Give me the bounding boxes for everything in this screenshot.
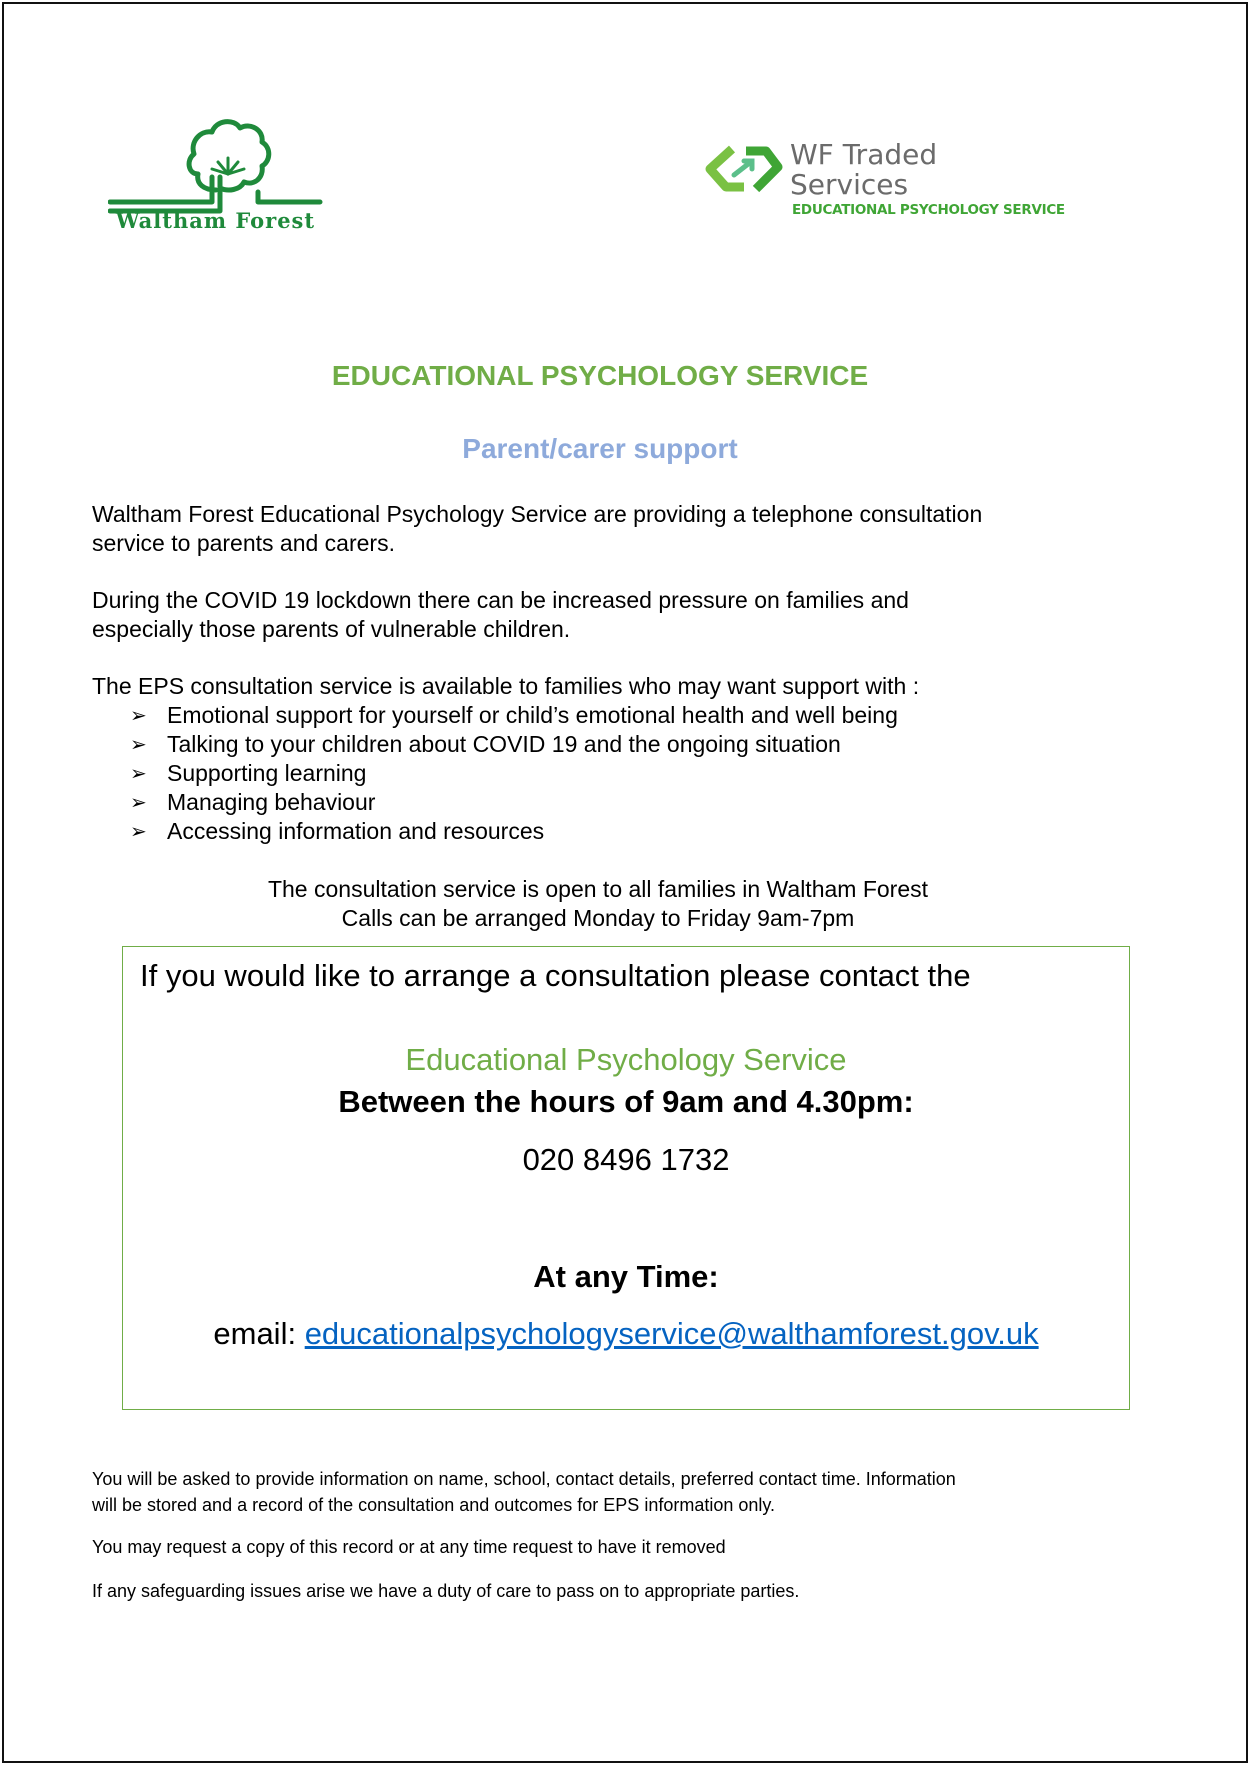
contact-hours: Between the hours of 9am and 4.30pm: xyxy=(338,1084,914,1119)
contact-email-line xyxy=(122,1316,1130,1352)
list-item xyxy=(130,817,1080,846)
data-notice xyxy=(92,1466,1152,1518)
list-item xyxy=(130,788,1080,817)
page-subtitle: Parent/carer support xyxy=(462,433,738,464)
contact-intro: If you would like to arrange a consultation please contact the xyxy=(140,958,971,993)
contact-anytime-heading: At any Time: xyxy=(533,1259,719,1294)
list-item-text: Accessing information and resources xyxy=(167,818,545,844)
support-list xyxy=(130,701,1080,846)
contact-service-name: Educational Psychology Service xyxy=(405,1042,847,1077)
list-item-text: Supporting learning xyxy=(167,760,367,786)
list-item-text: Managing behaviour xyxy=(167,789,376,815)
arrow-bullet-icon: ➢ xyxy=(130,761,147,785)
wf-traded-services-subtitle: EDUCATIONAL PSYCHOLOGY SERVICE xyxy=(792,202,1065,218)
wf-traded-title-line2: Services xyxy=(790,168,909,201)
intro-line-1: Waltham Forest Educational Psychology Service are providing a telephone consultation xyxy=(92,501,983,527)
wf-traded-services-arrows-logo xyxy=(700,143,784,195)
safeguarding-notice: If any safeguarding issues arise we have a duty of care to pass on to appropriate parties. xyxy=(92,1581,800,1601)
list-item xyxy=(130,701,1080,730)
wf-traded-services-title xyxy=(790,140,937,200)
page-title: EDUCATIONAL PSYCHOLOGY SERVICE xyxy=(331,360,869,391)
availability-line-2: Calls can be arranged Monday to Friday 9am-7pm xyxy=(341,905,855,931)
contact-phone: 020 8496 1732 xyxy=(522,1142,730,1177)
list-item-text: Emotional support for yourself or child’s emotional health and well being xyxy=(167,702,898,728)
arrow-bullet-icon: ➢ xyxy=(130,819,147,843)
support-intro: The EPS consultation service is available to families who may want support with : xyxy=(92,673,920,699)
email-label: email: xyxy=(213,1316,305,1351)
waltham-forest-logo-text: Waltham Forest xyxy=(115,208,316,233)
wf-traded-title-line1: WF Traded xyxy=(790,138,938,171)
list-item xyxy=(130,730,1080,759)
arrow-bullet-icon: ➢ xyxy=(130,790,147,814)
covid-paragraph xyxy=(92,586,1092,644)
arrow-bullet-icon: ➢ xyxy=(130,732,147,756)
data-notice-line-2: will be stored and a record of the consultation and outcomes for EPS information only. xyxy=(92,1495,776,1515)
data-notice-line-1: You will be asked to provide information on name, school, contact details, preferred contact time. Information xyxy=(92,1469,956,1489)
email-link[interactable]: educationalpsychologyservice@walthamforest.gov.uk xyxy=(304,1316,1039,1351)
availability-text xyxy=(0,875,1196,933)
list-item-text: Talking to your children about COVID 19 and the ongoing situation xyxy=(167,731,841,757)
list-item xyxy=(130,759,1080,788)
covid-line-1: During the COVID 19 lockdown there can be increased pressure on families and xyxy=(92,587,909,613)
availability-line-1: The consultation service is open to all families in Waltham Forest xyxy=(267,876,929,902)
intro-line-2: service to parents and carers. xyxy=(92,530,395,556)
intro-paragraph xyxy=(92,500,1092,558)
covid-line-2: especially those parents of vulnerable children. xyxy=(92,616,571,642)
arrow-bullet-icon: ➢ xyxy=(130,703,147,727)
record-notice: You may request a copy of this record or at any time request to have it removed xyxy=(92,1537,726,1557)
